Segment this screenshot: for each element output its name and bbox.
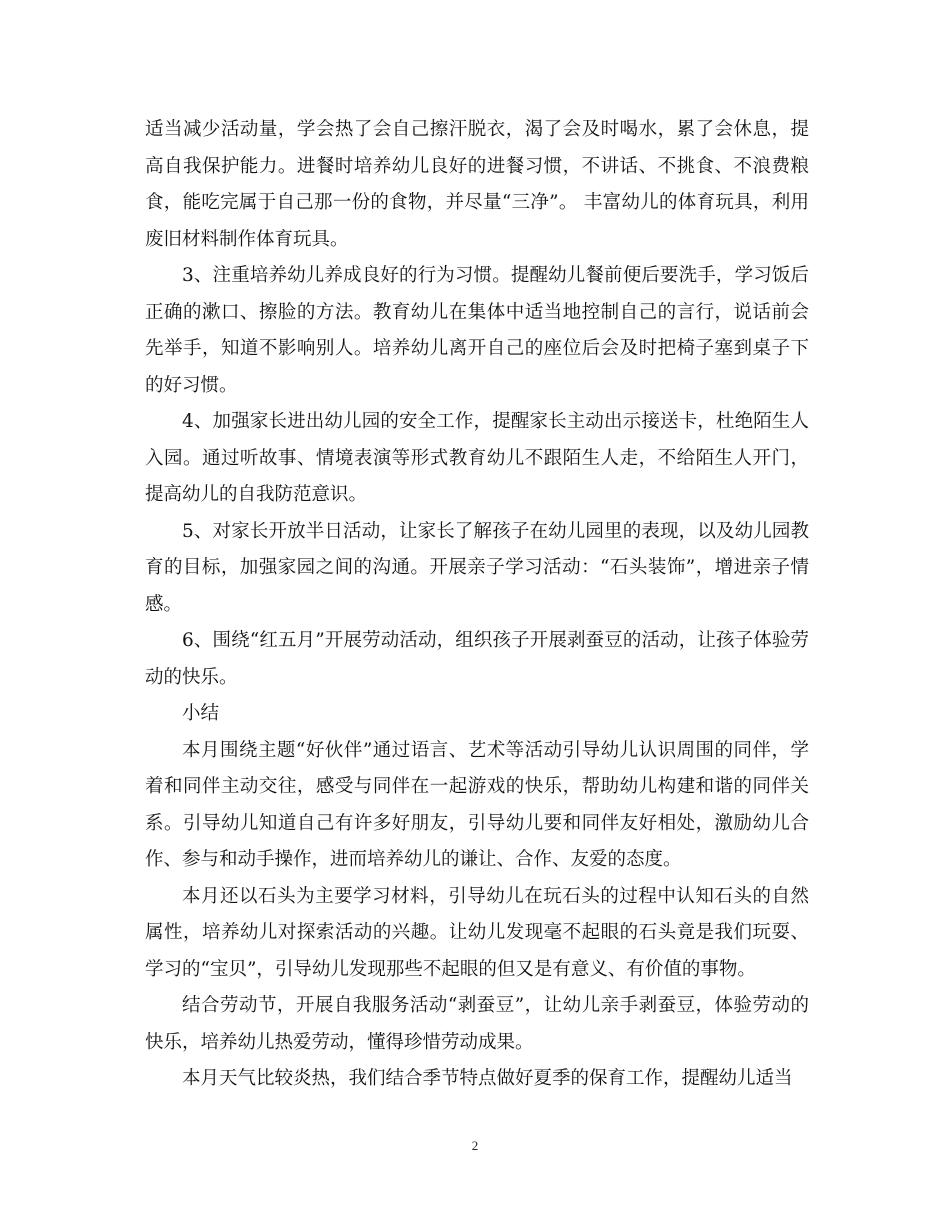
body-text [145, 112, 809, 1098]
paragraph-summary-4: 本月天气比较炎热，我们结合季节特点做好夏季的保育工作，提醒幼儿适当 [182, 1068, 793, 1089]
section-heading-summary: 小结 [182, 703, 220, 724]
page-number: 2 [471, 1138, 479, 1153]
paragraph-item-4: 4、加强家长进出幼儿园的安全工作，提醒家长主动出示接送卡，杜绝陌生人入园。通过听故事、情境表演等形式教育幼儿不跟陌生人走，不给陌生人开门，提高幼儿的自我防范意识。 [145, 411, 809, 505]
paragraph-item-5: 5、对家长开放半日活动，让家长了解孩子在幼儿园里的表现，以及幼儿园教育的目标，加强家园之间的沟通。开展亲子学习活动：“石头装饰”，增进亲子情感。 [145, 520, 809, 615]
paragraph-item-6: 6、围绕“红五月”开展劳动活动，组织孩子开展剥蚕豆的活动，让孩子体验劳动的快乐。 [145, 630, 809, 688]
paragraph-summary-1: 本月围绕主题“好伙伴”通过语言、艺术等活动引导幼儿认识周围的同伴，学着和同伴主动交往，感受与同伴在一起游戏的快乐，帮助幼儿构建和谐的同伴关系。引导幼儿知道自己有许多好朋友，引导幼儿要和同伴友好相处，激励幼儿合作、参与和动手操作，进而培养幼儿的谦让、合作、友爱的态度。 [145, 739, 809, 870]
paragraph-summary-3: 结合劳动节，开展自我服务活动“剥蚕豆”，让幼儿亲手剥蚕豆，体验劳动的快乐，培养幼儿热爱劳动，懂得珍惜劳动成果。 [145, 995, 809, 1053]
paragraph-item-3: 3、注重培养幼儿养成良好的行为习惯。提醒幼儿餐前便后要洗手，学习饭后正确的漱口、擦脸的方法。教育幼儿在集体中适当地控制自己的言行，说话前会先举手，知道不影响别人。培养幼儿离开自己的座位后会及时把椅子塞到桌子下的好习惯。 [145, 265, 809, 396]
paragraph-summary-2: 本月还以石头为主要学习材料，引导幼儿在玩石头的过程中认知石头的自然属性，培养幼儿对探索活动的兴趣。让幼儿发现毫不起眼的石头竟是我们玩耍、学习的“宝贝”，引导幼儿发现那些不起眼的但又是有意义、有价值的事物。 [145, 885, 809, 980]
paragraph-continued: 适当减少活动量，学会热了会自己擦汗脱衣，渴了会及时喝水，累了会休息，提高自我保护能力。进餐时培养幼儿良好的进餐习惯，不讲话、不挑食、不浪费粮食，能吃完属于自己那一份的食物，并尽量“三净”。 丰富幼儿的体育玩具，利用废旧材料制作体育玩具。 [145, 119, 809, 250]
